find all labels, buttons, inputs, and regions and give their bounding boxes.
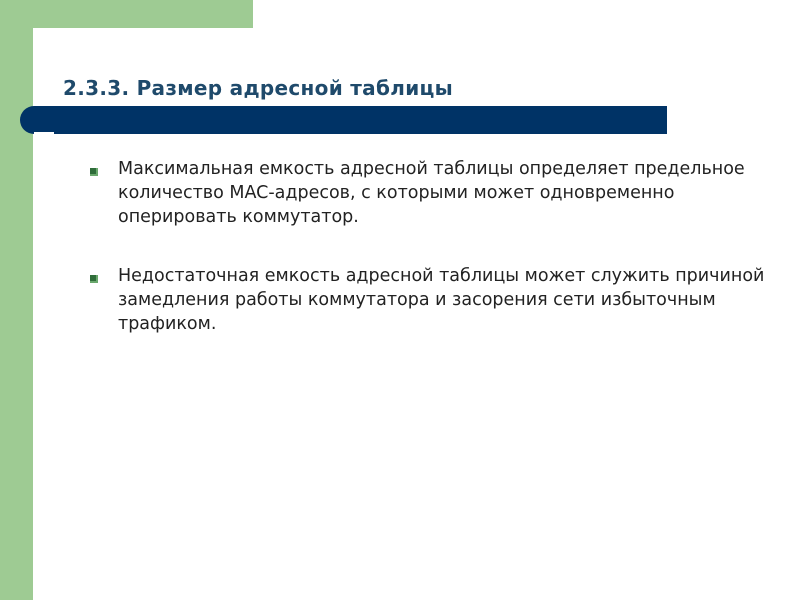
bullet-item — [90, 157, 780, 229]
bullet-item — [90, 264, 780, 336]
title-bar-accent — [34, 132, 54, 134]
bullet-list — [90, 157, 780, 336]
bullet-text: Максимальная емкость адресной таблицы определяет предельное количество MAC-адресов, с которыми может одновременно оперировать коммутатор. — [118, 159, 745, 227]
square-bullet-icon — [90, 275, 98, 283]
square-bullet-icon — [90, 168, 98, 176]
bullet-text: Недостаточная емкость адресной таблицы может служить причиной замедления работы коммутатора и засорения сети избыточным трафиком. — [118, 266, 765, 334]
title-underline-bar — [20, 106, 667, 134]
slide-title: 2.3.3. Размер адресной таблицы — [63, 76, 454, 100]
green-frame-top — [0, 0, 253, 28]
green-frame-left — [0, 0, 33, 600]
